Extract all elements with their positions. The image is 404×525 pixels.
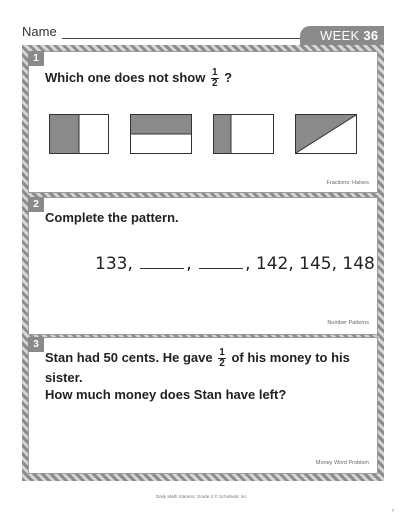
pattern-blank-2[interactable]	[199, 262, 243, 269]
fraction-denominator: 2	[211, 78, 218, 89]
footer-credit: Daily Math Starters: Grade 2 © Scholastic Inc.	[156, 494, 248, 499]
week-label: WEEK	[320, 28, 360, 43]
problem-3-line2: How much money does Stan have left?	[45, 387, 287, 402]
problem-1-section	[28, 51, 378, 193]
problem-2-question: Complete the pattern.	[45, 210, 179, 225]
pattern-blank-1[interactable]	[140, 262, 184, 269]
fraction-denominator: 2	[219, 358, 225, 369]
problem-2-topic: Number Patterns	[327, 320, 369, 326]
half-fraction	[211, 68, 219, 89]
problem-1-number: 1	[28, 51, 44, 66]
shape-unequal-parts[interactable]	[213, 114, 274, 154]
pattern-last: , 142, 145, 148	[245, 254, 375, 274]
fraction-numerator: 1	[219, 347, 225, 358]
problem-1-question-text: Which one does not show	[45, 69, 206, 85]
problem-3-section	[28, 337, 378, 474]
problem-3-topic: Money Word Problem	[315, 460, 369, 466]
fraction-numerator: 1	[211, 67, 218, 78]
half-fraction	[218, 348, 226, 369]
problem-3-question	[45, 348, 377, 403]
number-pattern	[95, 254, 375, 274]
shape-halved-diagonal[interactable]	[295, 114, 357, 154]
week-badge	[300, 26, 384, 46]
name-field[interactable]	[62, 38, 306, 39]
pattern-separator: ,	[186, 254, 192, 274]
problem-1-topic: Fractions: Halves	[326, 180, 369, 186]
shape-halved-horizontal[interactable]	[130, 114, 192, 154]
week-number: 36	[363, 28, 379, 43]
pattern-first: 133,	[95, 254, 133, 274]
name-row	[22, 22, 302, 42]
shape-halved-vertical[interactable]	[49, 114, 109, 154]
problem-1-question-mark: ?	[224, 69, 233, 85]
name-label: Name	[22, 24, 57, 39]
problem-2-section	[28, 197, 378, 335]
page-number: 7	[391, 508, 394, 513]
problem-3-line1-start: Stan had 50 cents. He gave	[45, 349, 213, 365]
problem-3-number: 3	[28, 337, 44, 352]
problem-3-line1-end: of his money to his sister.	[45, 349, 350, 385]
problem-1-question	[45, 68, 232, 89]
problem-2-number: 2	[28, 197, 44, 212]
